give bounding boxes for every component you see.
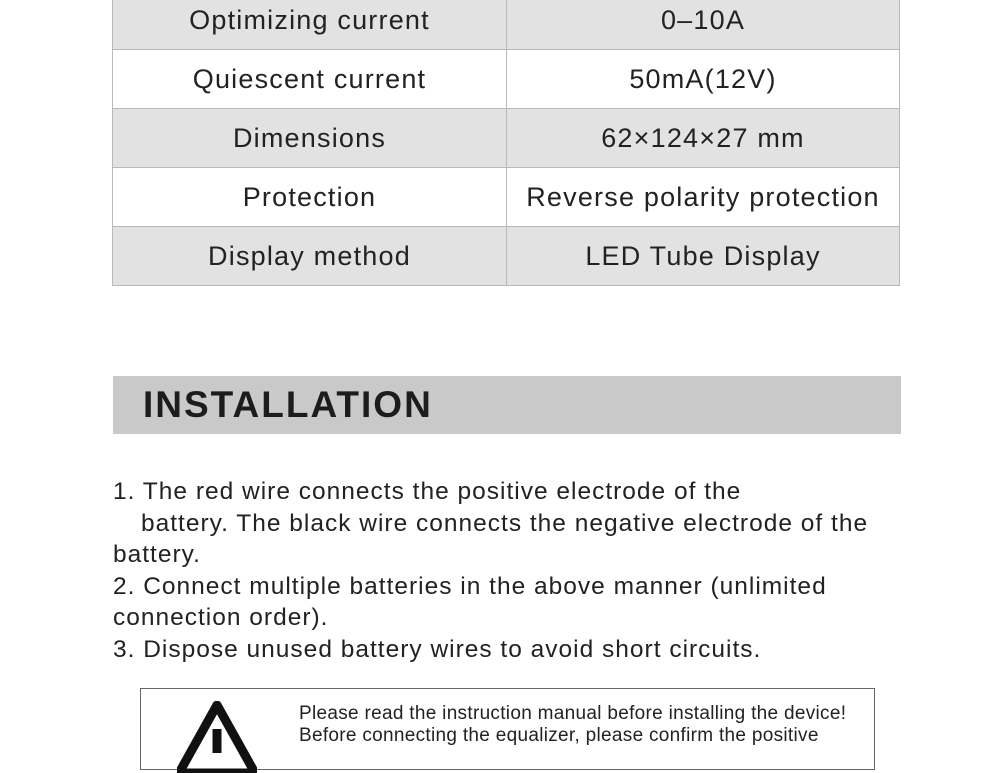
spec-row-display-method [113,227,900,286]
spec-row-dimensions [113,109,900,168]
step-2-line-1: 2. Connect multiple batteries in the above manner (unlimited [113,572,827,600]
spec-value: 62×124×27 mm [507,109,900,168]
warning-box [140,688,875,770]
step-1-line-3: battery. [113,541,201,569]
spec-label: Display method [113,227,507,286]
spec-label: Quiescent current [113,50,507,109]
spec-value: Reverse polarity protection [507,168,900,227]
spec-value: 0–10A [507,0,900,50]
warning-triangle-icon [177,701,257,773]
spec-label: Protection [113,168,507,227]
spec-label: Dimensions [113,109,507,168]
spec-row-quiescent-current [113,50,900,109]
spec-label: Optimizing current [113,0,507,50]
section-title: INSTALLATION [143,384,433,425]
warning-line-2: Before connecting the equalizer, please confirm the positive [299,725,819,746]
installation-banner [113,376,901,434]
spec-value: 50mA(12V) [507,50,900,109]
warning-line-1: Please read the instruction manual before installing the device! [299,703,847,724]
step-1-line-2: battery. The black wire connects the negative electrode of the [141,509,869,537]
installation-steps [113,476,913,666]
spec-table [112,0,900,286]
spec-row-protection [113,168,900,227]
step-2-line-2: connection order). [113,604,329,632]
step-1-line-1: 1. The red wire connects the positive electrode of the [113,478,742,505]
warning-text [299,703,846,747]
step-3-line-1: 3. Dispose unused battery wires to avoid short circuits. [113,635,762,663]
spec-row-optimizing-current [113,0,900,50]
spec-value: LED Tube Display [507,227,900,286]
